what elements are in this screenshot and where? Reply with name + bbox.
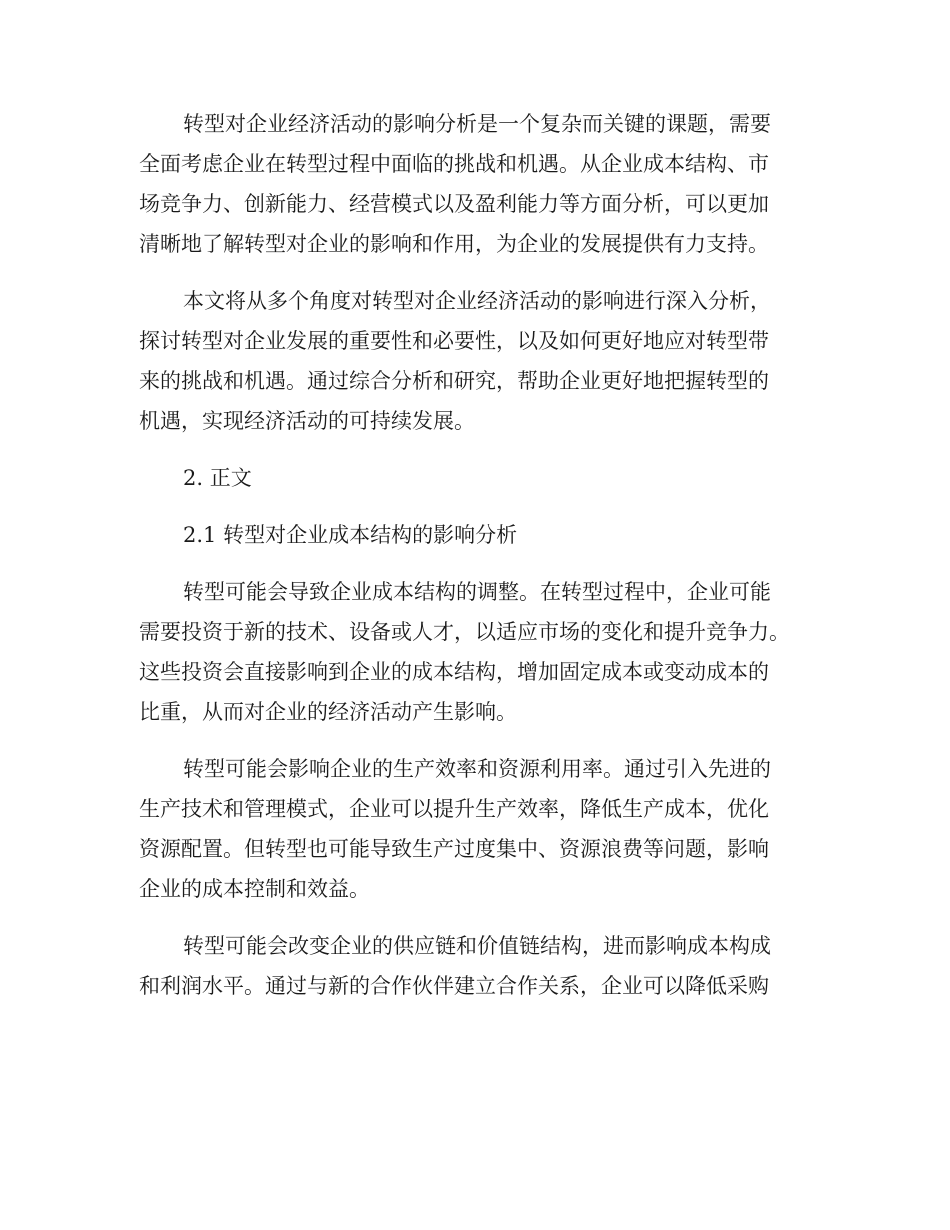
text-line: 清晰地了解转型对企业的影响和作用，为企业的发展提供有力支持。	[139, 232, 769, 256]
paragraph-intro-1	[139, 104, 829, 264]
text-line: 转型对企业经济活动的影响分析是一个复杂而关键的课题，需要	[183, 112, 771, 136]
text-line: 探讨转型对企业发展的重要性和必要性，以及如何更好地应对转型带	[139, 329, 769, 353]
text-line: 来的挑战和机遇。通过综合分析和研究，帮助企业更好地把握转型的	[139, 369, 769, 393]
text-line: 资源配置。但转型也可能导致生产过度集中、资源浪费等问题，影响	[139, 837, 769, 861]
paragraph-intro-2	[139, 281, 829, 441]
paragraph-gap	[139, 555, 829, 572]
paragraph-cost-2	[139, 749, 829, 909]
subsection-heading: 2.1 转型对企业成本结构的影响分析	[183, 523, 518, 547]
text-line: 需要投资于新的技术、设备或人才，以适应市场的变化和提升竞争力。	[139, 620, 790, 644]
text-line: 转型可能会影响企业的生产效率和资源利用率。通过引入先进的	[183, 757, 771, 781]
text-line: 机遇，实现经济活动的可持续发展。	[139, 409, 475, 433]
text-line: 本文将从多个角度对转型对企业经济活动的影响进行深入分析，	[183, 289, 771, 313]
text-line: 企业的成本控制和效益。	[139, 877, 370, 901]
paragraph-gap	[139, 909, 829, 926]
text-line: 比重，从而对企业的经济活动产生影响。	[139, 700, 517, 724]
paragraph-gap	[139, 264, 829, 281]
text-line: 转型可能会改变企业的供应链和价值链结构，进而影响成本构成	[183, 934, 771, 958]
text-line: 这些投资会直接影响到企业的成本结构，增加固定成本或变动成本的	[139, 660, 769, 684]
text-line: 生产技术和管理模式，企业可以提升生产效率，降低生产成本，优化	[139, 797, 769, 821]
paragraph-gap	[139, 498, 829, 515]
section-heading: 2. 正文	[183, 466, 252, 490]
text-line: 全面考虑企业在转型过程中面临的挑战和机遇。从企业成本结构、市	[139, 152, 769, 176]
paragraph-cost-1	[139, 572, 829, 732]
paragraph-gap	[139, 732, 829, 749]
text-line: 转型可能会导致企业成本结构的调整。在转型过程中，企业可能	[183, 580, 771, 604]
text-line: 和利润水平。通过与新的合作伙伴建立合作关系，企业可以降低采购	[139, 974, 769, 998]
document-page	[139, 104, 829, 1006]
text-line: 场竞争力、创新能力、经营模式以及盈利能力等方面分析，可以更加	[139, 192, 769, 216]
paragraph-cost-3	[139, 926, 829, 1006]
paragraph-gap	[139, 441, 829, 458]
